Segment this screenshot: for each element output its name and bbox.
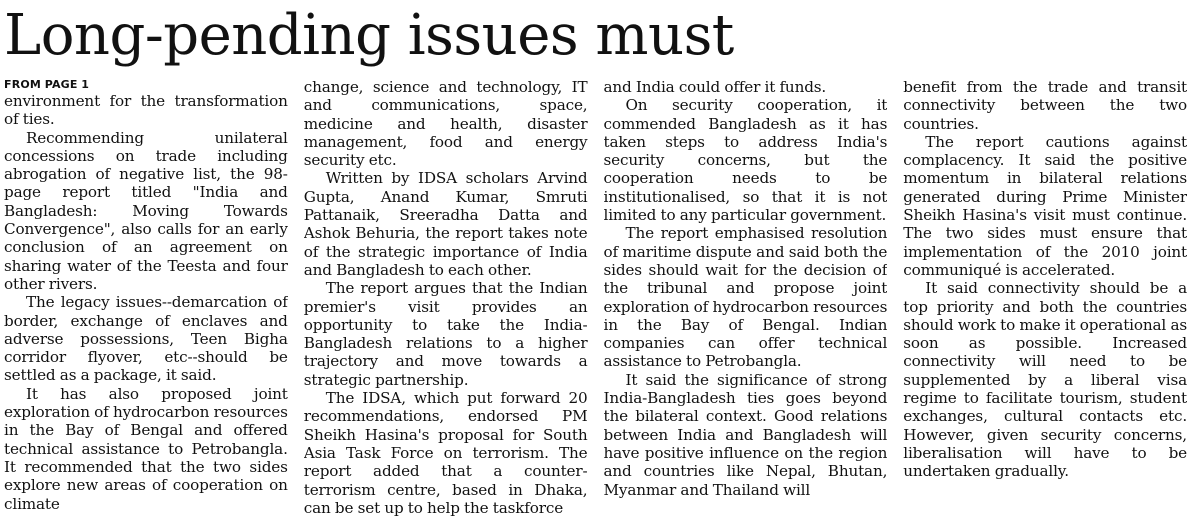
column-3: [604, 78, 888, 516]
paragraph: It has also proposed joint exploration of hydrocarbon resources in the Bay of Bengal and offered technical assistance to Petrobangla. It recommended that the two sides explore new areas of cooperation on climate: [4, 384, 288, 513]
article-body: [4, 78, 1187, 516]
paragraph: It said the significance of strong India-Bangladesh ties goes beyond the bilateral context. Good relations between India and Bangladesh will have positive influence on the region and countries like Nepal, Bhutan, Myanmar and Thailand will: [603, 370, 888, 499]
column-1: [4, 78, 288, 516]
paragraph: Written by IDSA scholars Arvind Gupta, Anand Kumar, Smruti Pattanaik, Sreeradha Datta and Ashok Behuria, the report takes note of the strategic importance of India and Bangladesh to each other.: [303, 169, 588, 279]
column-4: [903, 78, 1187, 516]
paragraph: The report cautions against complacency. It said the positive momentum in bilateral relations generated during Prime Minister Sheikh Hasina's visit must continue. The two sides must ensure that implementation of the 2010 joint communiqué is accelerated.: [903, 132, 1187, 279]
paragraph: The legacy issues--demarcation of border, exchange of enclaves and adverse possessions, Teen Bigha corridor flyover, etc--should be settled as a package, it said.: [4, 293, 288, 385]
paragraph: environment for the transformation of ties.: [4, 92, 288, 129]
paragraph: On security cooperation, it commended Bangladesh as it has taken steps to address India's security concerns, but the cooperation needs to be institutionalised, so that it is not limited to any particular government.: [603, 96, 888, 225]
paragraph: Recommending unilateral concessions on trade including abrogation of negative list, the 98-page report titled "India and Bangladesh: Moving Towards Convergence", also calls for an early conclusion of an agreement on sharing water of the Teesta and four other rivers.: [4, 128, 288, 293]
paragraph: The report argues that the Indian premier's visit provides an opportunity to take the India-Bangladesh relations to a higher trajectory and move towards a strategic partnership.: [303, 279, 588, 389]
paragraph: change, science and technology, IT and communications, space, medicine and health, disaster management, food and energy security etc.: [303, 78, 588, 170]
kicker-from-page: FROM PAGE 1: [4, 78, 90, 91]
paragraph: and India could offer it funds.: [603, 78, 827, 96]
paragraph: The report emphasised resolution of maritime dispute and said both the sides should wait for the decision of the tribunal and propose joint exploration of hydrocarbon resources in the Bay of Bengal. Indian companies can offer technical assistance to Petrobangla.: [603, 224, 888, 371]
paragraph: It said connectivity should be a top priority and both the countries should work to make it operational as soon as possible. Increased connectivity will need to be supplemented by a liberal visa regime to facilitate tourism, student exchanges, cultural contacts etc. However, given security concerns, liberalisation will have to be undertaken gradually.: [903, 279, 1187, 481]
paragraph: benefit from the trade and transit connectivity between the two countries.: [903, 78, 1187, 133]
column-2: [304, 78, 588, 516]
headline: Long-pending issues must: [4, 3, 734, 68]
paragraph: The IDSA, which put forward 20 recommendations, endorsed PM Sheikh Hasina's proposal for South Asia Task Force on terrorism. The report added that a counter-terrorism centre, based in Dhaka, can be set up to help the taskforce: [303, 389, 588, 516]
